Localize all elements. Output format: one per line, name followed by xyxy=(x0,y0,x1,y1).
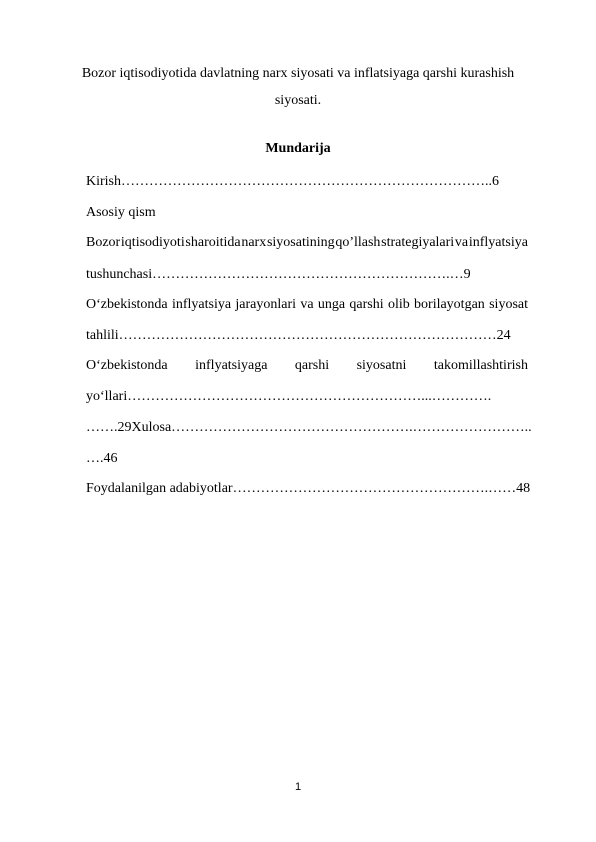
toc-word: inflyatsiyaga xyxy=(195,358,268,373)
toc-word: narx xyxy=(241,235,267,250)
toc-word: O‘zbekistonda xyxy=(86,358,168,373)
toc-word: borilayotgan xyxy=(414,297,485,312)
page-number: 1 xyxy=(294,781,302,793)
toc-entry-section-3-line-4: ….46 xyxy=(86,451,118,466)
toc-word: siyosat xyxy=(489,297,528,312)
toc-word: inflyatsiya xyxy=(171,297,232,312)
toc-entry-intro: Kirish……………………………………………………………………..6 xyxy=(86,174,499,189)
toc-word: inflyatsiya xyxy=(468,235,528,250)
toc-word: siyosatining xyxy=(266,235,335,250)
toc-word: siyosatni xyxy=(356,358,407,373)
toc-entry-section-2-line-2: tahlili………………………………………………………………………24 xyxy=(86,328,511,343)
document-title-line-1: Bozor iqtisodiyotida davlatning narx siyosati va inflatsiyaga qarshi kurashish xyxy=(81,66,515,81)
toc-word: unga xyxy=(317,297,346,312)
toc-main-part-label: Asosiy qism xyxy=(86,205,156,220)
toc-entry-section-3-line-1 xyxy=(86,358,528,374)
toc-word: qo’llash xyxy=(335,235,381,250)
toc-word: takomillashtirish xyxy=(433,358,528,373)
toc-entry-section-2-line-1 xyxy=(86,297,528,313)
toc-heading: Mundarija xyxy=(265,141,331,156)
document-title-line-2: siyosati. xyxy=(274,93,322,108)
toc-word: strategiyalari xyxy=(381,235,455,250)
toc-entry-references: Foydalanilgan adabiyotlar……………………………………………….……48 xyxy=(86,481,531,496)
toc-word: qarshi xyxy=(349,297,384,312)
toc-word: O‘zbekistonda xyxy=(86,297,168,312)
toc-word: iqtisodiyoti xyxy=(120,235,185,250)
toc-word: Bozor xyxy=(86,235,121,250)
toc-entry-section-1-line-2: tushunchasi……………………………………………………….…9 xyxy=(86,267,471,282)
toc-word: va xyxy=(300,297,314,312)
toc-entry-section-1-line-1 xyxy=(86,235,528,251)
toc-word: qarshi xyxy=(294,358,330,373)
toc-entry-section-3-line-2: yo‘llari………………………………………………………...…………. xyxy=(86,389,492,404)
toc-word: sharoitida xyxy=(185,235,241,250)
toc-word: olib xyxy=(387,297,410,312)
toc-word: jarayonlari xyxy=(235,297,297,312)
toc-entry-section-3-line-3: …….29Xulosa…………………………………………….…………………….. xyxy=(86,420,532,435)
toc-word: va xyxy=(454,235,469,250)
